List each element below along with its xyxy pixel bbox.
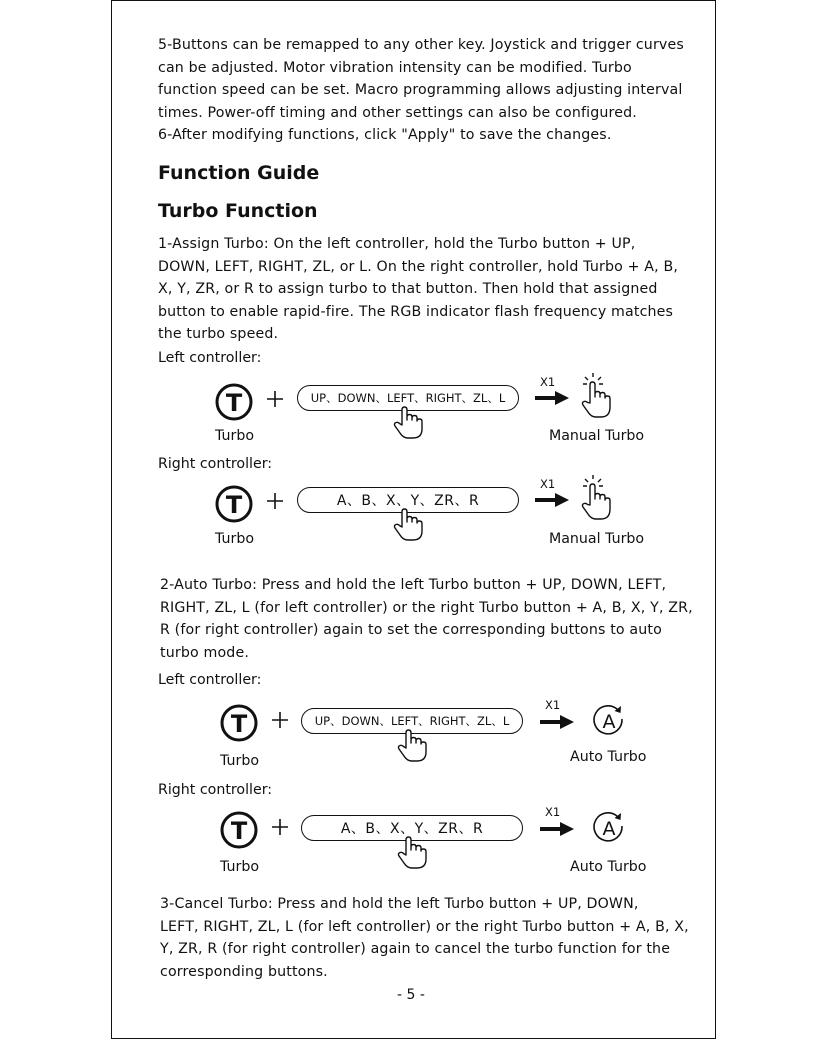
heading-turbo-function: Turbo Function [158, 200, 318, 222]
left-buttons-pill: UP、DOWN、LEFT、RIGHT、ZL、L [297, 385, 519, 411]
intro-line: function speed can be set. Macro programming allows adjusting interval [158, 82, 683, 98]
left-controller-label: Left controller: [158, 672, 262, 688]
intro-line: can be adjusted. Motor vibration intensity can be modified. Turbo [158, 59, 632, 76]
manual-turbo-label: Manual Turbo [549, 531, 645, 547]
tapping-hand-icon [578, 371, 618, 421]
press-hand-icon [396, 835, 430, 871]
page-number: - 5 - [397, 987, 425, 1003]
plus-icon [271, 711, 289, 729]
turbo-label: Turbo [220, 753, 260, 769]
left-controller-label: Left controller: [158, 350, 262, 366]
section3-line: Y, ZR, R (for right controller) again to cancel the turbo function for the [160, 941, 671, 957]
turbo-t-icon [219, 810, 259, 850]
svg-text:A: A [602, 711, 616, 733]
section2-line: R (for right controller) again to set the corresponding buttons to auto [160, 622, 662, 638]
svg-text:T: T [230, 710, 248, 738]
section1-line: 1-Assign Turbo: On the left controller, hold the Turbo button + UP, [158, 236, 636, 252]
arrow-right-icon [535, 391, 569, 405]
arrow-right-icon [540, 822, 574, 836]
section2-line: 2-Auto Turbo: Press and hold the left Turbo button + UP, DOWN, LEFT, [160, 577, 667, 593]
tapping-hand-icon [578, 473, 618, 523]
right-controller-label: Right controller: [158, 456, 273, 472]
svg-text:A: A [602, 818, 616, 840]
section1-line: DOWN, LEFT, RIGHT, ZL, or L. On the right controller, hold Turbo + A, B, [158, 258, 679, 275]
section2-line: RIGHT, ZL, L (for left controller) or the right Turbo button + A, B, X, Y, ZR, [160, 599, 693, 616]
section3-line: corresponding buttons. [160, 963, 328, 980]
auto-turbo-icon [591, 703, 627, 739]
section1-line: the turbo speed. [158, 326, 279, 342]
intro-line: 5-Buttons can be remapped to any other key. Joystick and trigger curves [158, 37, 684, 53]
turbo-t-icon [214, 382, 254, 422]
plus-icon [266, 390, 284, 408]
turbo-label: Turbo [215, 531, 255, 547]
section1-line: X, Y, ZR, or R to assign turbo to that button. Then hold that assigned [158, 281, 658, 297]
right-controller-label: Right controller: [158, 782, 273, 798]
svg-text:T: T [230, 817, 248, 845]
x1-label: X1 [545, 805, 561, 819]
auto-turbo-icon [591, 810, 627, 846]
auto-turbo-label: Auto Turbo [570, 749, 647, 765]
section3-line: LEFT, RIGHT, ZL, L (for left controller) or the right Turbo button + A, B, X, [160, 918, 689, 935]
right-buttons-pill: A、B、X、Y、ZR、R [297, 487, 519, 513]
plus-icon [271, 818, 289, 836]
x1-label: X1 [545, 698, 561, 712]
intro-line: 6-After modifying functions, click "Apply" to save the changes. [158, 127, 612, 143]
turbo-label: Turbo [215, 428, 255, 444]
arrow-right-icon [540, 715, 574, 729]
turbo-t-icon [219, 703, 259, 743]
auto-turbo-label: Auto Turbo [570, 859, 647, 875]
svg-text:T: T [225, 389, 243, 417]
x1-label: X1 [540, 375, 556, 389]
left-buttons-pill: UP、DOWN、LEFT、RIGHT、ZL、L [301, 708, 523, 734]
svg-text:T: T [225, 491, 243, 519]
section2-line: turbo mode. [160, 644, 249, 661]
plus-icon [266, 492, 284, 510]
section3-line: 3-Cancel Turbo: Press and hold the left Turbo button + UP, DOWN, [160, 896, 639, 912]
intro-line: times. Power-off timing and other settings can also be configured. [158, 104, 637, 121]
section1-line: button to enable rapid-fire. The RGB indicator flash frequency matches [158, 303, 674, 320]
press-hand-icon [392, 507, 426, 543]
heading-function-guide: Function Guide [158, 162, 320, 184]
press-hand-icon [392, 405, 426, 441]
turbo-t-icon [214, 484, 254, 524]
x1-label: X1 [540, 477, 556, 491]
turbo-label: Turbo [220, 859, 260, 875]
manual-turbo-label: Manual Turbo [549, 428, 645, 444]
press-hand-icon [396, 728, 430, 764]
right-buttons-pill: A、B、X、Y、ZR、R [301, 815, 523, 841]
arrow-right-icon [535, 493, 569, 507]
